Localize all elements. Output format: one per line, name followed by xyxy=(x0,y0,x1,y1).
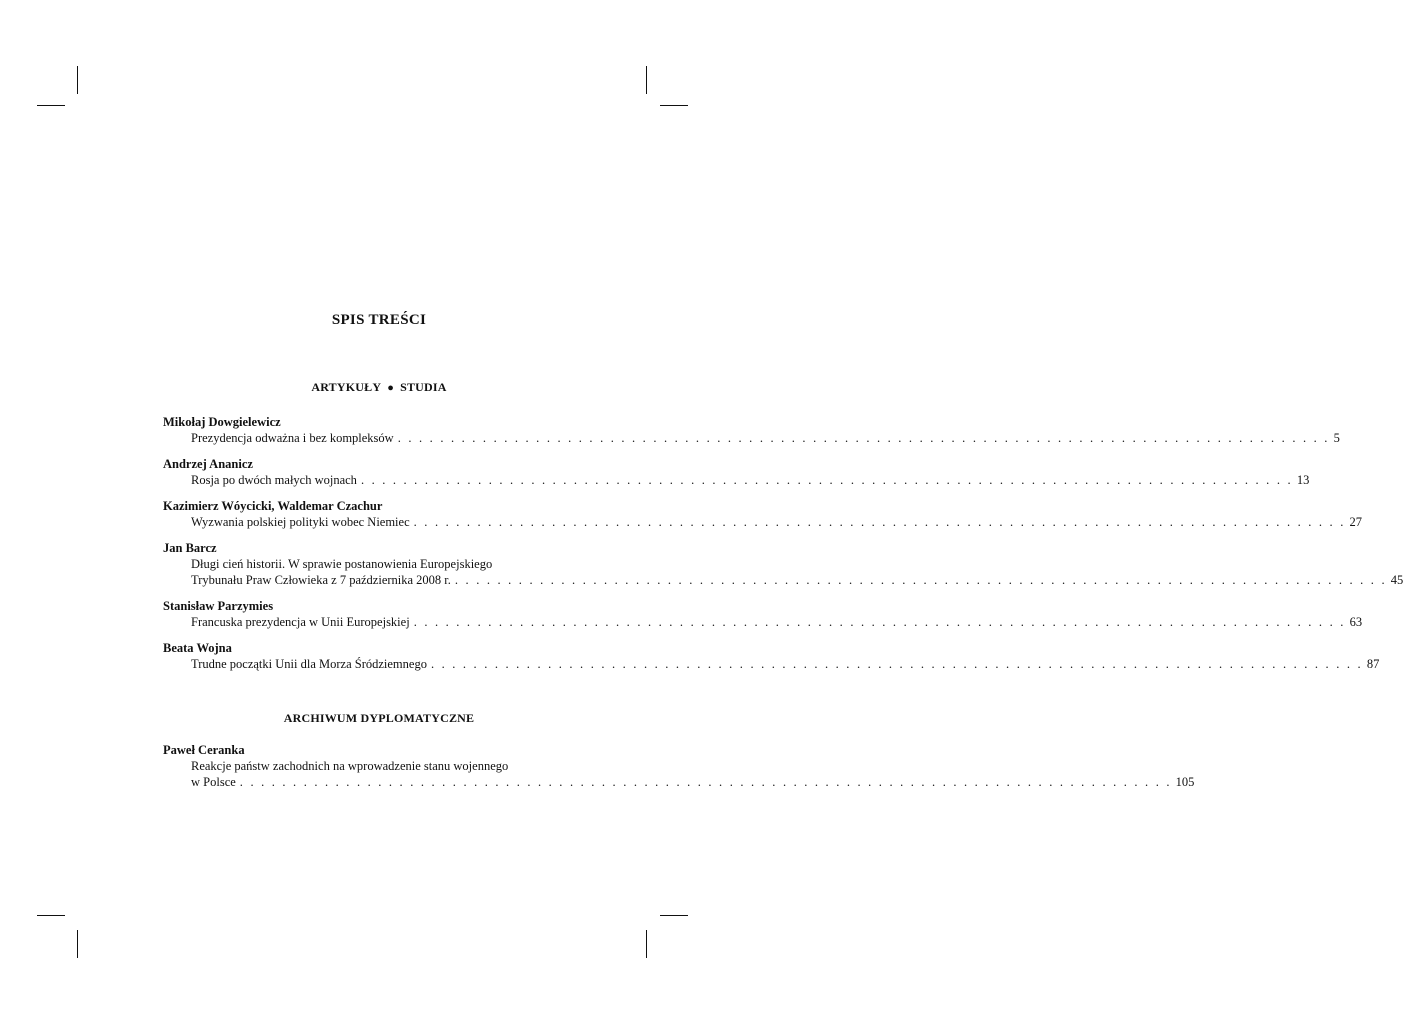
entry-title-line xyxy=(191,473,1310,488)
entry-author: Beata Wojna xyxy=(163,641,232,655)
entry-title-line xyxy=(191,657,1380,672)
crop-mark-bottom-left-vertical xyxy=(77,930,78,958)
entry-title: Długi cień historii. W sprawie postanowienia Europejskiego xyxy=(191,557,493,571)
crop-mark-bottom-right-vertical xyxy=(646,930,647,958)
entry-page-number: 63 xyxy=(1349,615,1363,629)
entry-author: Kazimierz Wóycicki, Waldemar Czachur xyxy=(163,499,383,513)
entry-page-number: 27 xyxy=(1349,515,1363,529)
crop-mark-bottom-left-horizontal xyxy=(37,915,65,916)
dot-leader: . . . . . . . . . . . . . . . . . . . . . . . . . . . . . . . . . . . . . . . . . . . . . . . . . . . . . . . . . . . . . . . . . . . . . . . . . . . . . . . . . . . . . . . . xyxy=(454,573,1387,587)
entry-title: Trybunału Praw Człowieka z 7 października 2008 r. xyxy=(191,573,451,587)
entry-page-number: 45 xyxy=(1390,573,1403,587)
entry-title: w Polsce xyxy=(191,775,236,789)
section-heading-archive: ARCHIWUM DYPLOMATYCZNE xyxy=(283,711,475,725)
crop-mark-top-left-vertical xyxy=(77,66,78,94)
entry-page-number: 87 xyxy=(1366,657,1380,671)
dot-leader: . . . . . . . . . . . . . . . . . . . . . . . . . . . . . . . . . . . . . . . . . . . . . . . . . . . . . . . . . . . . . . . . . . . . . . . . . . . . . . . . . . . . . . . . xyxy=(413,515,1346,529)
crop-mark-top-right-vertical xyxy=(646,66,647,94)
entry-title: Rosja po dwóch małych wojnach xyxy=(191,473,357,487)
entry-author: Mikołaj Dowgielewicz xyxy=(163,415,281,429)
dot-leader: . . . . . . . . . . . . . . . . . . . . . . . . . . . . . . . . . . . . . . . . . . . . . . . . . . . . . . . . . . . . . . . . . . . . . . . . . . . . . . . . . . . . . . . . xyxy=(430,657,1363,671)
entry-title-line xyxy=(191,431,1340,446)
section-heading-articles xyxy=(163,380,595,395)
page-title: SPIS TREŚCI xyxy=(331,312,427,328)
section-heading-part: ARTYKUŁY xyxy=(311,380,382,394)
crop-mark-top-left-horizontal xyxy=(37,105,65,106)
entry-author: Andrzej Ananicz xyxy=(163,457,253,471)
entry-title-line xyxy=(191,573,1403,588)
entry-author: Jan Barcz xyxy=(163,541,217,555)
entry-author: Paweł Ceranka xyxy=(163,743,245,757)
dot-leader: . . . . . . . . . . . . . . . . . . . . . . . . . . . . . . . . . . . . . . . . . . . . . . . . . . . . . . . . . . . . . . . . . . . . . . . . . . . . . . . . . . . . . . . . xyxy=(239,775,1172,789)
entry-author: Stanisław Parzymies xyxy=(163,599,274,613)
entry-page-number: 5 xyxy=(1333,431,1340,445)
entry-title-line xyxy=(191,615,1363,630)
section-heading-part: STUDIA xyxy=(400,380,447,394)
entry-page-number: 13 xyxy=(1296,473,1310,487)
crop-mark-bottom-right-horizontal xyxy=(660,915,688,916)
entry-title: Francuska prezydencja w Unii Europejskiej xyxy=(191,615,410,629)
entry-title: Wyzwania polskiej polityki wobec Niemiec xyxy=(191,515,410,529)
dot-leader: . . . . . . . . . . . . . . . . . . . . . . . . . . . . . . . . . . . . . . . . . . . . . . . . . . . . . . . . . . . . . . . . . . . . . . . . . . . . . . . . . . . . . . . . xyxy=(413,615,1346,629)
entry-title: Reakcje państw zachodnich na wprowadzenie stanu wojennego xyxy=(191,759,509,773)
bullet-icon: ● xyxy=(387,382,395,394)
crop-mark-top-right-horizontal xyxy=(660,105,688,106)
entry-title: Prezydencja odważna i bez kompleksów xyxy=(191,431,394,445)
dot-leader: . . . . . . . . . . . . . . . . . . . . . . . . . . . . . . . . . . . . . . . . . . . . . . . . . . . . . . . . . . . . . . . . . . . . . . . . . . . . . . . . . . . . . . . . xyxy=(360,473,1293,487)
entry-title-line xyxy=(191,775,1195,790)
entry-title: Trudne początki Unii dla Morza Śródziemnego xyxy=(191,657,427,671)
entry-page-number: 105 xyxy=(1175,775,1195,789)
dot-leader: . . . . . . . . . . . . . . . . . . . . . . . . . . . . . . . . . . . . . . . . . . . . . . . . . . . . . . . . . . . . . . . . . . . . . . . . . . . . . . . . . . . . . . . . xyxy=(397,431,1330,445)
entry-title-line xyxy=(191,515,1363,530)
